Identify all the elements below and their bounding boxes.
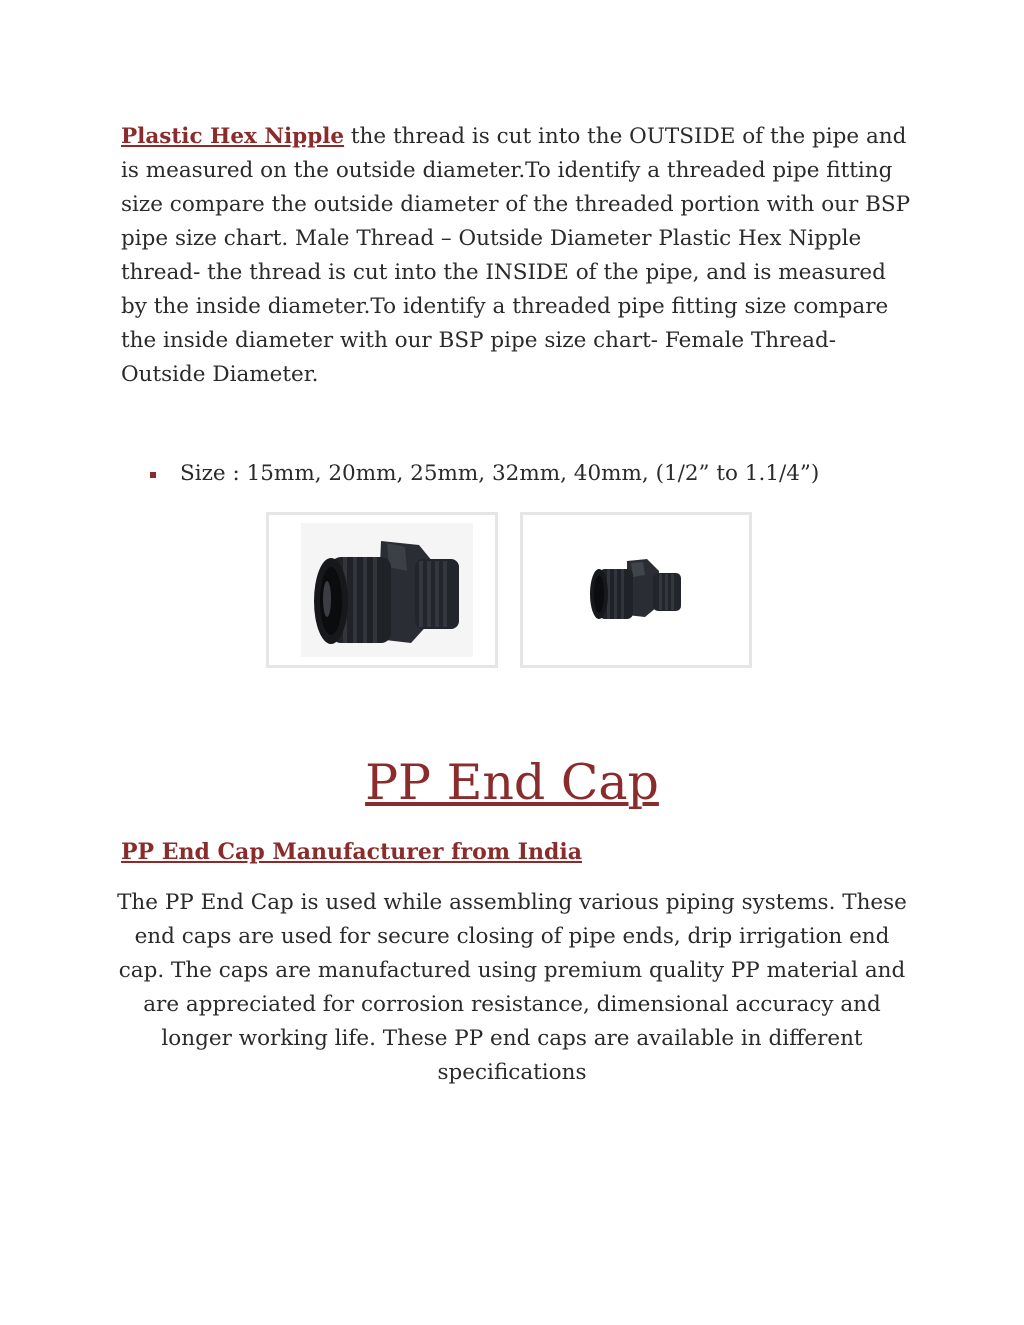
hex-nipple-large-image [269,515,495,665]
section-subheading [121,836,582,868]
product-image-frame [520,512,752,668]
intro-paragraph [121,120,911,392]
hex-nipple-small-image [523,515,749,665]
intro-body-text: the thread is cut into the OUTSIDE of the pipe and is measured on the outside diameter.To identify a threaded pipe fitting size compare the outside diameter of the threaded portion with our BSP pipe size chart. Male Thread – Outside Diameter Plastic Hex Nipple thread- the thread is cut into the INSIDE of the pipe, and is measured by the inside diameter.To identify a threaded pipe fitting size compare the inside diameter with our BSP pipe size chart- Female Thread- Outside Diameter. [121,124,911,387]
section-heading [0,748,1024,818]
list-item [150,458,819,490]
pp-end-cap-manufacturer-link[interactable]: PP End Cap Manufacturer from India [121,839,583,865]
size-list [150,458,819,490]
pp-end-cap-heading-link[interactable]: PP End Cap [365,754,659,811]
section-description: The PP End Cap is used while assembling various piping systems. These end caps are used for secure closing of pipe ends, drip irrigation end cap. The caps are manufactured using premium quality PP material and are appreciated for corrosion resistance, dimensional accuracy and longer working life. These PP end caps are available in different specifications [117,890,907,1085]
plastic-hex-nipple-link[interactable]: Plastic Hex Nipple [121,124,345,149]
size-text: Size : 15mm, 20mm, 25mm, 32mm, 40mm, (1/2” to 1.1/4”) [180,461,820,486]
product-image-frame [266,512,498,668]
square-bullet-icon [150,472,156,478]
